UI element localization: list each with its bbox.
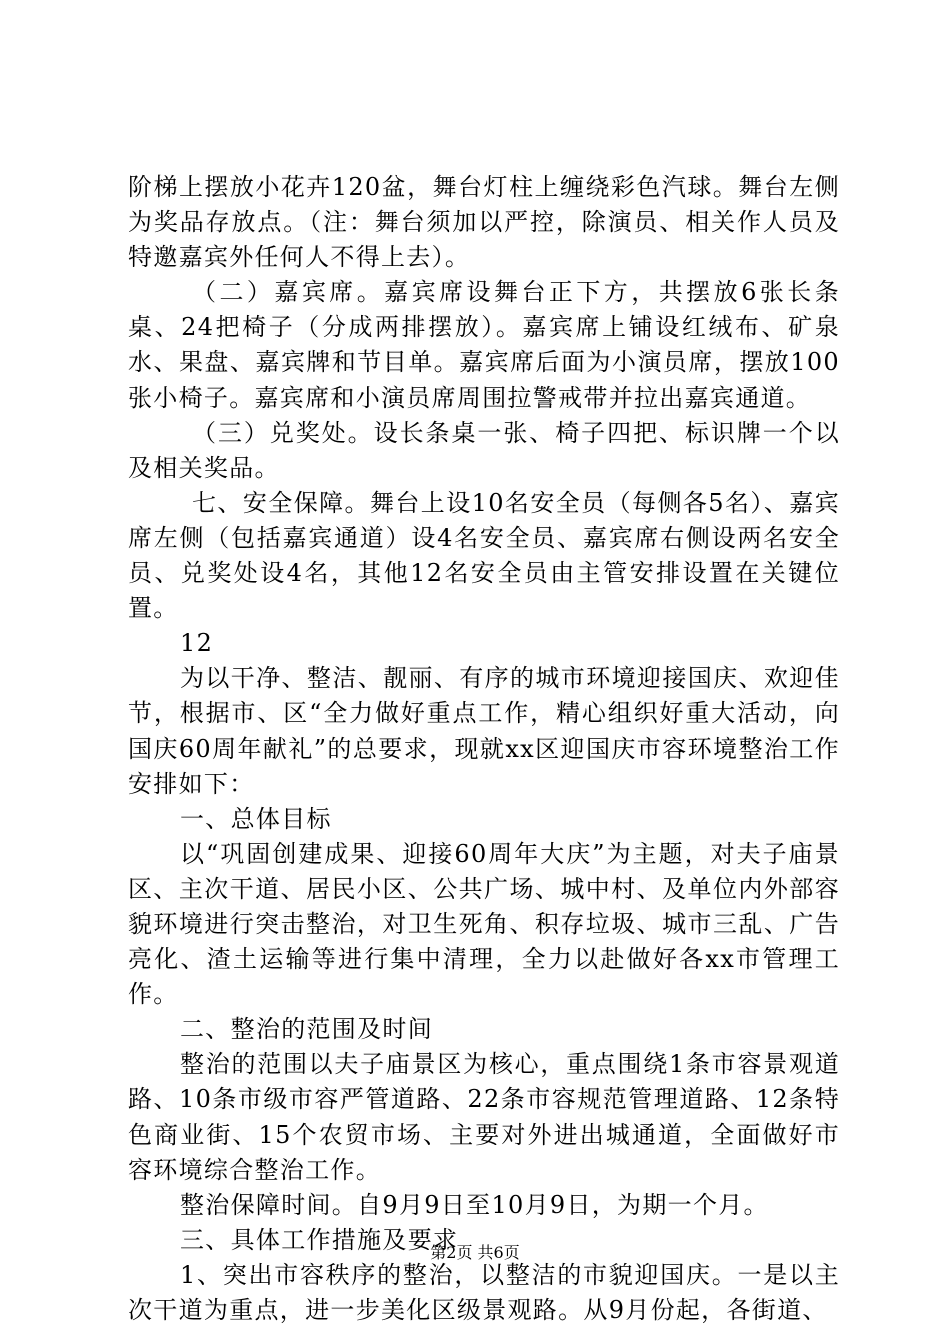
heading-overall-goal: 一、总体目标	[180, 804, 332, 833]
heading-measures: 三、具体工作措施及要求	[180, 1225, 459, 1254]
page-footer	[0, 1243, 950, 1263]
page-number-label: 第2页 共6页	[430, 1243, 520, 1262]
paragraph-overall-goal: 以“巩固创建成果、迎接60周年大庆”为主题，对夫子庙景区、主次干道、居民小区、公共广场、城中村、及单位内外部容貌环境进行突击整治，对卫生死角、积存垃圾、城市三乱、广告亮化、渣土运输等进行集中清理，全力以赴做好各xx市管理工作。	[128, 839, 840, 1009]
paragraph-scope: 整治的范围以夫子庙景区为核心，重点围绕1条市容景观道路、10条市级市容严管道路、22条市容规范管理道路、12条特色商业街、15个农贸市场、主要对外进出城通道，全面做好市容环境综合整治工作。	[128, 1050, 840, 1184]
paragraph-number: 12	[180, 629, 214, 658]
paragraph-time: 整治保障时间。自9月9日至10月9日，为期一个月。	[180, 1190, 769, 1219]
paragraph-security: 七、安全保障。舞台上设10名安全员（每侧各5名）、嘉宾席左侧（包括嘉宾通道）设4名安全员、嘉宾席右侧设两名安全员、兑奖处设4名，其他12名安全员由主管安排设置在关键位置。	[128, 488, 840, 623]
paragraph-guest-seating: （二）嘉宾席。嘉宾席设舞台正下方，共摆放6张长条桌、24把椅子（分成两排摆放）。嘉宾席上铺设红绒布、矿泉水、果盘、嘉宾牌和节目单。嘉宾席后面为小演员席，摆放100张小椅子。嘉宾席和小演员席周围拉警戒带并拉出嘉宾通道。	[128, 278, 840, 412]
heading-scope-and-time: 二、整治的范围及时间	[180, 1015, 433, 1044]
paragraph-measure-1: 1、突出市容秩序的整治，以整洁的市貌迎国庆。一是以主次干道为重点，进一步美化区级景观路。从9月份起，各街道、	[128, 1260, 840, 1324]
paragraph-prize-desk: （三）兑奖处。设长条桌一张、椅子四把、标识牌一个以及相关奖品。	[128, 418, 840, 482]
paragraph-stage-decoration: 阶梯上摆放小花卉120盆，舞台灯柱上缠绕彩色汽球。舞台左侧为奖品存放点。（注：舞台须加以严控，除演员、相关作人员及特邀嘉宾外任何人不得上去）。	[128, 173, 840, 272]
document-body	[128, 170, 840, 1328]
paragraph-intro: 为以干净、整洁、靓丽、有序的城市环境迎接国庆、欢迎佳节，根据市、区“全力做好重点工作，精心组织好重大活动，向国庆60周年献礼”的总要求，现就xx区迎国庆市容环境整治工作安排如下：	[128, 664, 840, 798]
